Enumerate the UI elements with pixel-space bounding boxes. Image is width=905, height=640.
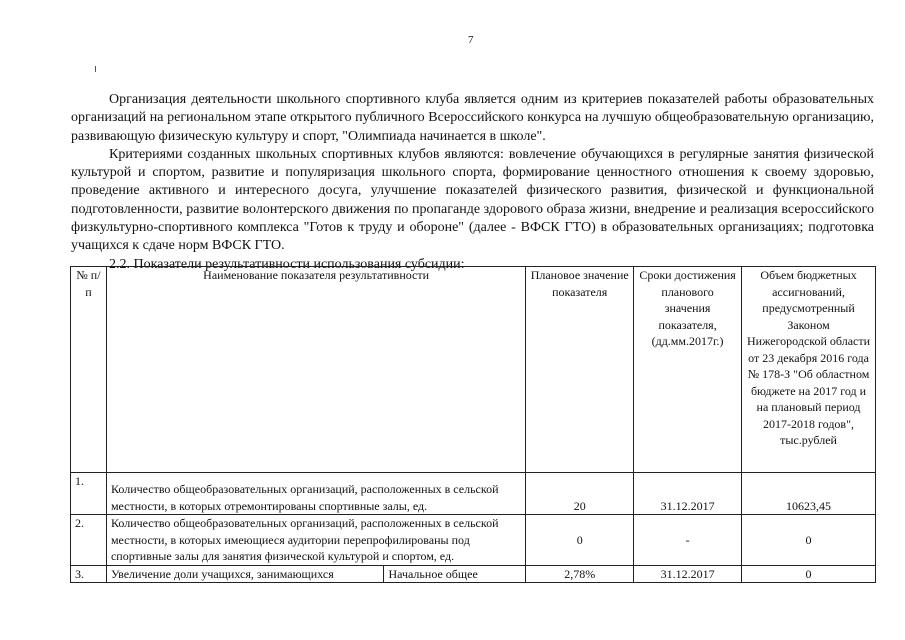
header-num: № п/п [71,267,107,473]
row-name: Количество общеобразовательных организаций, расположенных в сельской местности, в которых имеющиеся аудитории перепрофилированы под спортивные залы для занятия физической культурой и спортом, ед. [106,515,525,566]
table-row [71,473,876,515]
row-name: Увеличение доли учащихся, занимающихся [106,565,384,583]
row-planned: 20 [526,473,634,515]
table-header-row [71,267,876,473]
paragraph-club-criteria-list: Критериями созданных школьных спортивных клубов являются: вовлечение обучающихся в регулярные занятия физической культурой и спортом, развитие и популяризация школьного спорта, формирование ценностного отношения к своему здоровью, проведение активного и интересного досуга, улучшение показателей физического развития, физической и функциональной подготовленности, развитие волонтерского движения по пропаганде здорового образа жизни, внедрение и реализация всероссийского физкультурно-спортивного комплекса "Готов к труду и обороне" (далее - ВФСК ГТО) в образовательных организациях; подготовка учащихся к сдаче норм ВФСК ГТО. [71,146,874,254]
section-heading-2-2: 2.2. Показатели результативности использования субсидии: [109,256,465,272]
scan-mark [95,66,96,72]
header-name: Наименование показателя результативности [106,267,525,473]
page-number: 7 [468,34,474,46]
row-subcategory: Начальное общее [384,565,526,583]
header-deadline: Сроки достижения планового значения показателя, (дд.мм.2017г.) [634,267,742,473]
row-deadline: - [634,515,742,566]
row-budget: 10623,45 [742,473,876,515]
row-num: 2. [71,515,107,566]
row-num: 1. [71,473,107,515]
header-planned: Плановое значение показателя [526,267,634,473]
row-planned: 2,78% [526,565,634,583]
row-budget: 0 [742,515,876,566]
body-text [71,91,874,274]
header-budget: Объем бюджетных ассигнований, предусмотренный Законом Нижегородской области от 23 декабря 2016 года № 178-З "Об областном бюджете на 2017 год и на плановый период 2017-2018 годов", тыс.рублей [742,267,876,473]
paragraph-club-criteria-intro: Организация деятельности школьного спортивного клуба является одним из критериев показателей работы образовательных организаций на региональном этапе открытого публичного Всероссийского конкурса на лучшую общеобразовательную организацию, развивающую физическую культуру и спорт, "Олимпиада начинается в школе". [71,92,874,144]
indicators-table [70,266,876,583]
row-budget: 0 [742,565,876,583]
table-row [71,515,876,566]
row-deadline: 31.12.2017 [634,473,742,515]
row-deadline: 31.12.2017 [634,565,742,583]
table-row [71,565,876,583]
row-planned: 0 [526,515,634,566]
row-num: 3. [71,565,107,583]
row-name: Количество общеобразовательных организаций, расположенных в сельской местности, в которых отремонтированы спортивные залы, ед. [106,473,525,515]
